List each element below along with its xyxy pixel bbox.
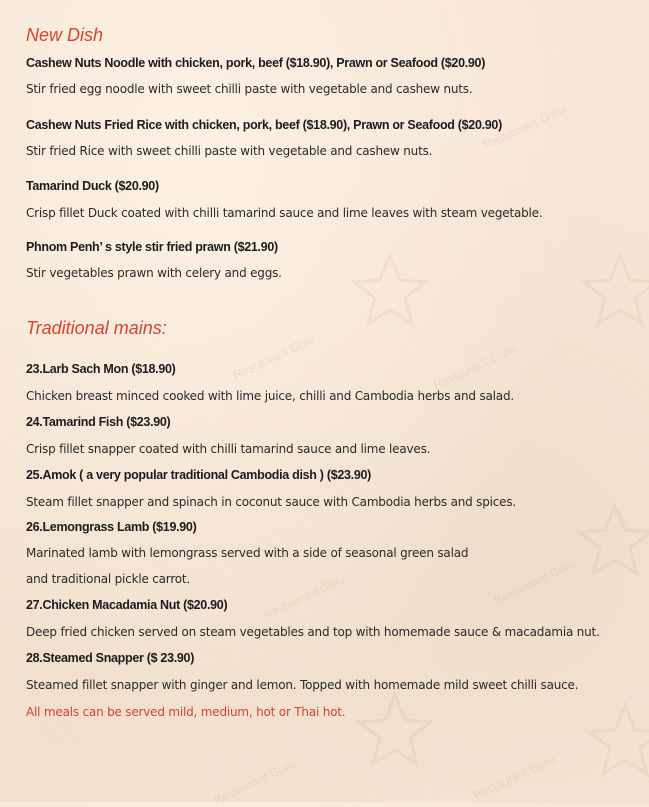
section-title-traditional-mains: Traditional mains: [26, 318, 167, 338]
menu-item-description: Stir fried Rice with sweet chilli paste with vegetable and cashew nuts. [26, 144, 433, 158]
star-fork-watermark-icon [585, 700, 649, 780]
watermark: Restaurant Guru [211, 756, 298, 807]
menu-item-name: 26.Lemongrass Lamb ($19.90) [26, 520, 197, 534]
watermark: Restaurant Guru [471, 751, 558, 803]
spice-level-footnote: All meals can be served mild, medium, hot or Thai hot. [26, 705, 346, 719]
star-fork-watermark-icon [355, 690, 435, 770]
menu-item-name: Cashew Nuts Noodle with chicken, pork, beef ($18.90), Prawn or Seafood ($20.90) [26, 56, 486, 70]
menu-item-description: Chicken breast minced cooked with lime juice, chilli and Cambodia herbs and salad. [26, 389, 514, 403]
menu-item-name: Phnom Penh’ s style stir fried prawn ($21.90) [26, 240, 278, 254]
star-fork-watermark-icon [350, 250, 430, 330]
menu-item-description: Steamed fillet snapper with ginger and lemon. Topped with homemade mild sweet chilli sauce. [26, 678, 579, 692]
menu-item-description: Crisp fillet snapper coated with chilli tamarind sauce and lime leaves. [26, 442, 431, 456]
watermark: Restaurant Guru [261, 571, 348, 623]
watermark: Restaurant Guru [231, 331, 318, 383]
watermark: Restaurant Guru [431, 341, 518, 393]
menu-item-name: 25.Amok ( a very popular traditional Cambodia dish ) ($23.90) [26, 468, 371, 482]
menu-item-description: Marinated lamb with lemongrass served with a side of seasonal green salad [26, 546, 469, 560]
menu-item-description: Steam fillet snapper and spinach in coconut sauce with Cambodia herbs and spices. [26, 495, 517, 509]
section-title-new-dish: New Dish [26, 25, 104, 45]
menu-item-description: Deep fried chicken served on steam vegetables and top with homemade sauce & macadamia nut. [26, 625, 600, 639]
menu-item-name: Cashew Nuts Fried Rice with chicken, pork, beef ($18.90), Prawn or Seafood ($20.90) [26, 118, 502, 132]
menu-item-description-continued: and traditional pickle carrot. [26, 572, 191, 586]
menu-item-name: 28.Steamed Snapper ($ 23.90) [26, 651, 195, 665]
star-fork-watermark-icon [575, 500, 649, 580]
menu-item-name: 27.Chicken Macadamia Nut ($20.90) [26, 598, 228, 612]
menu-item-name: 24.Tamarind Fish ($23.90) [26, 415, 171, 429]
menu-item-description: Stir fried egg noodle with sweet chilli paste with vegetable and cashew nuts. [26, 82, 473, 96]
star-fork-watermark-icon [580, 250, 649, 330]
menu-item-description: Crisp fillet Duck coated with chilli tamarind sauce and lime leaves with steam vegetable. [26, 206, 543, 220]
menu-item-description: Stir vegetables prawn with celery and eggs. [26, 266, 282, 280]
watermark: Restaurant Guru [481, 101, 568, 153]
watermark: Restaurant Guru [491, 556, 578, 608]
menu-item-name: 23.Larb Sach Mon ($18.90) [26, 362, 176, 376]
menu-item-name: Tamarind Duck ($20.90) [26, 179, 159, 193]
